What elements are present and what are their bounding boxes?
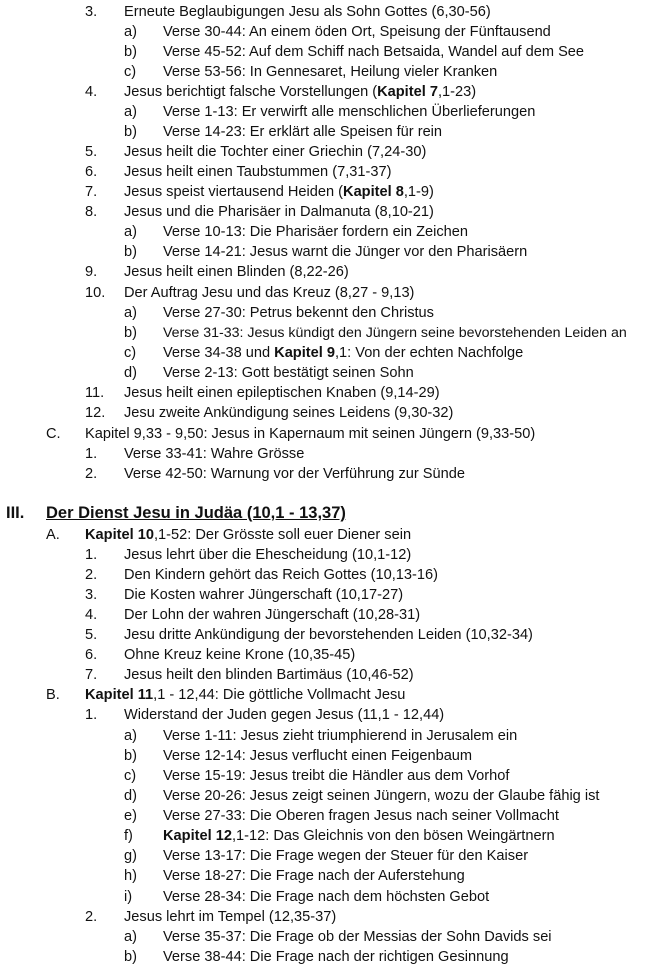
outline-subitem: [0, 786, 663, 806]
item-letter: a): [124, 104, 137, 120]
outline-item: [0, 645, 663, 665]
item-text: Erneute Beglaubigungen Jesu als Sohn Gottes (6,30-56): [124, 4, 491, 20]
chapter-ref: Kapitel 11: [85, 687, 154, 703]
item-text: Widerstand der Juden gegen Jesus (11,1 - 12,44): [124, 707, 445, 723]
item-number: 12.: [85, 405, 106, 421]
text-part: Verse 34-38 und: [163, 345, 275, 361]
item-number: 8.: [85, 204, 98, 220]
outline-subitem: [0, 62, 663, 82]
outline-subitem: [0, 242, 663, 262]
text-part: ,1-52: Der Grösste soll euer Diener sein: [153, 527, 412, 543]
item-text: Jesus und die Pharisäer in Dalmanuta (8,10-21): [124, 204, 434, 220]
item-letter: b): [124, 325, 137, 341]
item-letter: b): [124, 748, 137, 764]
item-letter: e): [124, 808, 137, 824]
item-text: Verse 28-34: Die Frage nach dem höchsten Gebot: [163, 889, 490, 905]
outline-item: [0, 444, 663, 464]
item-text: Verse 27-33: Die Oberen fragen Jesus nach seiner Vollmacht: [163, 808, 559, 824]
item-letter: C.: [46, 426, 61, 442]
outline-subitem: [0, 826, 663, 846]
outline-item: [0, 82, 663, 102]
item-number: 11.: [85, 385, 105, 401]
item-text: [163, 343, 523, 363]
outline-subitem: [0, 42, 663, 62]
item-letter: d): [124, 365, 137, 381]
outline-item: [0, 383, 663, 403]
item-letter: a): [124, 305, 137, 321]
item-text: [124, 82, 476, 102]
item-letter: A.: [46, 527, 60, 543]
outline-subitem: [0, 806, 663, 826]
item-text: Verse 12-14: Jesus verflucht einen Feigenbaum: [163, 748, 473, 764]
item-letter: b): [124, 44, 137, 60]
section-title: Der Dienst Jesu in Judäa (10,1 - 13,37): [46, 504, 346, 522]
text-part: ,1-9): [403, 184, 434, 200]
chapter-ref: Kapitel 12: [163, 828, 232, 844]
outline-subitem: [0, 887, 663, 907]
outline-item: [0, 665, 663, 685]
item-number: 4.: [85, 607, 98, 623]
outline-item: [0, 625, 663, 645]
item-text: Der Lohn der wahren Jüngerschaft (10,28-31): [124, 607, 421, 623]
outline-item: [0, 705, 663, 725]
outline-item: [0, 283, 663, 303]
outline-section-item: [0, 424, 663, 444]
item-text: Verse 27-30: Petrus bekennt den Christus: [163, 305, 434, 321]
chapter-ref: Kapitel 8: [343, 184, 404, 200]
outline-subitem: [0, 222, 663, 242]
item-number: 3.: [85, 4, 98, 20]
outline-subitem: [0, 846, 663, 866]
outline-section-item: [0, 685, 663, 705]
item-number: 1.: [85, 707, 98, 723]
item-number: 6.: [85, 164, 98, 180]
text-part: Jesus speist viertausend Heiden (: [124, 184, 344, 200]
item-letter: d): [124, 788, 137, 804]
outline-subitem: [0, 866, 663, 886]
item-letter: a): [124, 929, 137, 945]
item-text: Verse 14-23: Er erklärt alle Speisen für rein: [163, 124, 443, 140]
item-number: 7.: [85, 184, 98, 200]
outline-subitem: [0, 766, 663, 786]
item-text: Jesus heilt einen Blinden (8,22-26): [124, 264, 349, 280]
item-text: [163, 826, 555, 846]
item-text: Verse 1-11: Jesus zieht triumphierend in Jerusalem ein: [163, 728, 518, 744]
item-letter: B.: [46, 687, 60, 703]
item-letter: i): [124, 889, 133, 905]
item-text: Verse 14-21: Jesus warnt die Jünger vor den Pharisäern: [163, 244, 528, 260]
item-number: 7.: [85, 667, 98, 683]
outline-item: [0, 2, 663, 22]
section-number: III.: [6, 504, 25, 522]
item-letter: c): [124, 345, 137, 361]
item-text: Jesus heilt einen epileptischen Knaben (9,14-29): [124, 385, 440, 401]
item-text: [85, 525, 411, 545]
text-part: Jesus berichtigt falsche Vorstellungen (: [124, 84, 378, 100]
chapter-ref: Kapitel 10: [85, 527, 154, 543]
item-letter: c): [124, 768, 137, 784]
text-part: ,1: Von der echten Nachfolge: [334, 345, 524, 361]
chapter-ref: Kapitel 7: [377, 84, 438, 100]
item-number: 2.: [85, 909, 98, 925]
outline-item: [0, 403, 663, 423]
item-letter: f): [124, 828, 133, 844]
outline-subitem: [0, 102, 663, 122]
item-number: 6.: [85, 647, 98, 663]
item-number: 1.: [85, 446, 98, 462]
outline-subitem: [0, 122, 663, 142]
item-text: Verse 13-17: Die Frage wegen der Steuer für den Kaiser: [163, 848, 529, 864]
item-letter: b): [124, 244, 137, 260]
outline-item: [0, 182, 663, 202]
outline-subitem: [0, 343, 663, 363]
item-letter: b): [124, 124, 137, 140]
item-text: Verse 30-44: An einem öden Ort, Speisung der Fünftausend: [163, 24, 551, 40]
chapter-ref: Kapitel 9: [274, 345, 335, 361]
outline-subitem: [0, 726, 663, 746]
outline-item: [0, 142, 663, 162]
outline-subitem: [0, 323, 663, 343]
item-text: Verse 15-19: Jesus treibt die Händler aus dem Vorhof: [163, 768, 510, 784]
item-number: 4.: [85, 84, 98, 100]
item-text: Der Auftrag Jesu und das Kreuz (8,27 - 9,13): [124, 285, 415, 301]
item-number: 3.: [85, 587, 98, 603]
item-text: Jesus heilt die Tochter einer Griechin (7,24-30): [124, 144, 427, 160]
item-text: [85, 685, 405, 705]
outline-subitem: [0, 303, 663, 323]
item-text: Verse 42-50: Warnung vor der Verführung zur Sünde: [124, 466, 465, 482]
item-number: 1.: [85, 547, 98, 563]
outline-subitem: [0, 947, 663, 967]
item-letter: a): [124, 728, 137, 744]
item-letter: b): [124, 949, 137, 965]
item-text: [124, 182, 434, 202]
item-text: Verse 1-13: Er verwirft alle menschlichen Überlieferungen: [163, 104, 536, 120]
item-text: Verse 38-44: Die Frage nach der richtigen Gesinnung: [163, 949, 509, 965]
outline-item: [0, 262, 663, 282]
item-number: 5.: [85, 144, 98, 160]
item-text: Den Kindern gehört das Reich Gottes (10,13-16): [124, 567, 438, 583]
item-text: Jesus lehrt im Tempel (12,35-37): [124, 909, 337, 925]
item-text: Jesus heilt den blinden Bartimäus (10,46-52): [124, 667, 414, 683]
item-text: Verse 45-52: Auf dem Schiff nach Betsaida, Wandel auf dem See: [163, 44, 585, 60]
item-letter: c): [124, 64, 137, 80]
item-text: Jesu dritte Ankündigung der bevorstehenden Leiden (10,32-34): [124, 627, 533, 643]
item-text: Verse 2-13: Gott bestätigt seinen Sohn: [163, 365, 414, 381]
item-text: Verse 33-41: Wahre Grösse: [124, 446, 305, 462]
outline-item: [0, 545, 663, 565]
section-heading: [0, 500, 663, 526]
outline-subitem: [0, 363, 663, 383]
item-text: Verse 10-13: Die Pharisäer fordern ein Zeichen: [163, 224, 469, 240]
item-text: Jesus lehrt über die Ehescheidung (10,1-12): [124, 547, 412, 563]
item-number: 10.: [85, 285, 106, 301]
outline-subitem: [0, 746, 663, 766]
item-text: Verse 31-33: Jesus kündigt den Jüngern seine bevorstehenden Leiden an: [163, 325, 627, 341]
item-number: 9.: [85, 264, 98, 280]
outline-item: [0, 162, 663, 182]
item-text: Jesus heilt einen Taubstummen (7,31-37): [124, 164, 392, 180]
text-part: ,1-23): [437, 84, 477, 100]
item-number: 5.: [85, 627, 98, 643]
outline-item: [0, 605, 663, 625]
item-text: Jesu zweite Ankündigung seines Leidens (9,30-32): [124, 405, 454, 421]
outline-item: [0, 585, 663, 605]
item-text: Kapitel 9,33 - 9,50: Jesus in Kapernaum mit seinen Jüngern (9,33-50): [85, 426, 536, 442]
outline-section-item: [0, 525, 663, 545]
item-text: Verse 18-27: Die Frage nach der Auferstehung: [163, 868, 465, 884]
item-letter: a): [124, 24, 137, 40]
outline-item: [0, 464, 663, 484]
text-part: ,1 - 12,44: Die göttliche Vollmacht Jesu: [153, 687, 406, 703]
item-letter: a): [124, 224, 137, 240]
item-letter: g): [124, 848, 137, 864]
outline-item: [0, 907, 663, 927]
item-text: Verse 35-37: Die Frage ob der Messias der Sohn Davids sei: [163, 929, 552, 945]
item-number: 2.: [85, 567, 98, 583]
text-part: ,1-12: Das Gleichnis von den bösen Weingärtnern: [231, 828, 555, 844]
item-text: Ohne Kreuz keine Krone (10,35-45): [124, 647, 356, 663]
item-text: Die Kosten wahrer Jüngerschaft (10,17-27): [124, 587, 404, 603]
outline-item: [0, 202, 663, 222]
item-text: Verse 53-56: In Gennesaret, Heilung vieler Kranken: [163, 64, 498, 80]
item-number: 2.: [85, 466, 98, 482]
outline-subitem: [0, 927, 663, 947]
item-letter: h): [124, 868, 137, 884]
outline-subitem: [0, 22, 663, 42]
outline-item: [0, 565, 663, 585]
item-text: Verse 20-26: Jesus zeigt seinen Jüngern, wozu der Glaube fähig ist: [163, 788, 600, 804]
